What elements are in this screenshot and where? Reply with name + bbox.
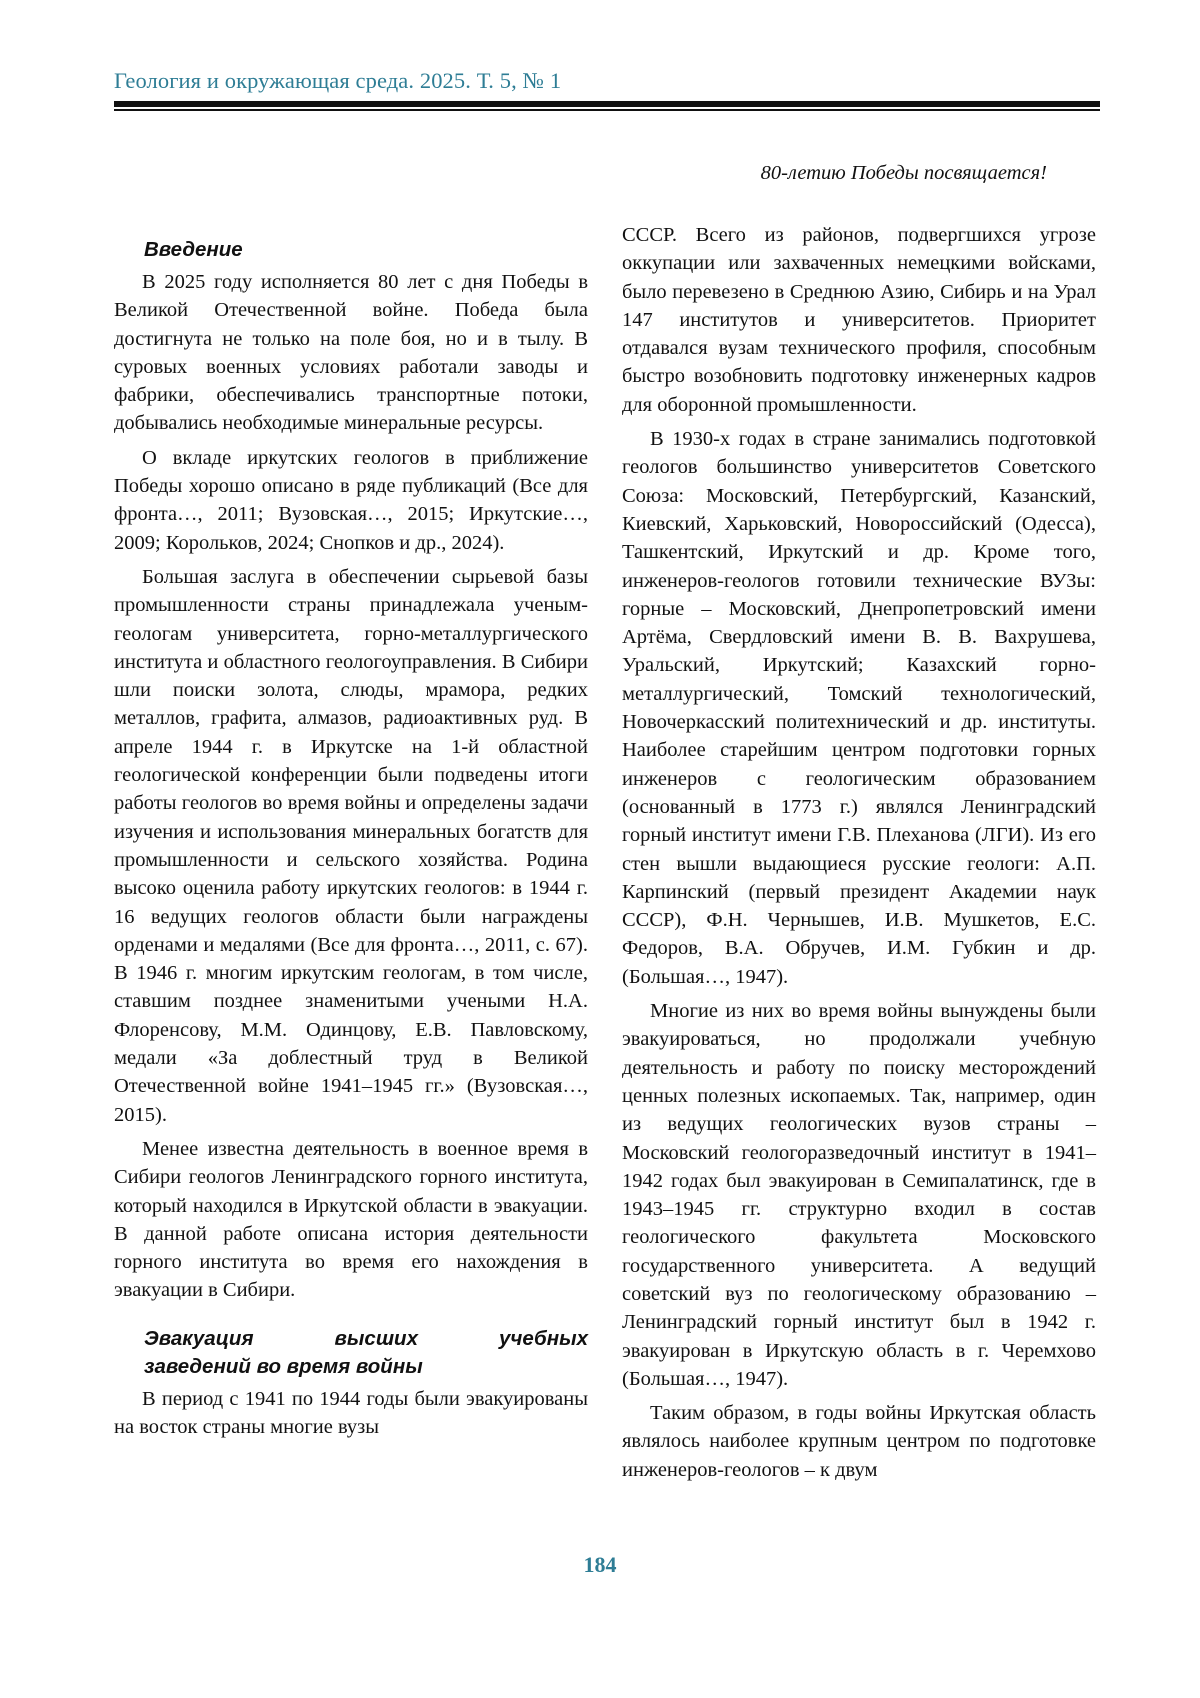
section-heading-evacuation-line-1: Эвакуация высших учебных bbox=[144, 1326, 588, 1350]
section-heading-evacuation-line-2: заведений во время войны bbox=[144, 1354, 423, 1378]
paragraph: СССР. Всего из районов, подвергшихся угрозе оккупации или захваченных немецкими войсками, было перевезено в Среднюю Азию, Сибирь и на Урал 147 институтов и университетов. Приоритет отдавался вузам технического профиля, способным быстро возобновить подготовку инженерных кадров для оборонной промышленности. bbox=[622, 224, 1096, 416]
paragraph: В период с 1941 по 1944 годы были эвакуированы на восток страны многие вузы bbox=[114, 1387, 588, 1438]
paragraph: В 1930-х годах в стране занимались подготовкой геологов большинство университетов Советского Союза: Московский, Петербургский, Казанский, Киевский, Харьковский, Новороссийский (Одесса), Ташкентский, Иркутский и др. Кроме того, инженеров-геологов готовили технические ВУЗы: горные – Московский, Днепропетровский имени Артёма, Свердловский имени В. В. Вахрушева, Уральский, Иркутский; Казахский горно-металлургический, Томский технологический, Новочеркасский политехнический и др. институты. Наиболее старейшим центром подготовки горных инженеров с геологическим образованием (основанный в 1773 г.) являлся Ленинградский горный институт имени Г.В. Плеханова (ЛГИ). Из его стен вышли выдающиеся русские геологи: А.П. Карпинский (первый президент Академии наук СССР), Ф.Н. Чернышев, И.В. Мушкетов, Е.С. Федоров, В.А. Обручев, И.М. Губкин и др. (Большая…, 1947). bbox=[622, 428, 1096, 988]
paragraph: Таким образом, в годы войны Иркутская область являлось наиболее крупным центром по подготовке инженеров-геологов – к двум bbox=[622, 1402, 1096, 1481]
journal-running-head: Геология и окружающая среда. 2025. Т. 5, № 1 bbox=[114, 68, 562, 93]
paragraph: В 2025 году исполняется 80 лет с дня Победы в Великой Отечественной войне. Победа была достигнута не только на поле боя, но и в тылу. В суровых военных условиях работали заводы и фабрики, обеспечивались транспортные потоки, добывались необходимые минеральные ресурсы. bbox=[114, 271, 588, 435]
header-rule-thick bbox=[114, 101, 1100, 107]
page-number: 184 bbox=[583, 1552, 617, 1577]
section-heading-evacuation bbox=[114, 1325, 588, 1381]
left-column bbox=[114, 236, 588, 1447]
header-rule-thin bbox=[114, 109, 1100, 111]
paragraph: Менее известна деятельность в военное время в Сибири геологов Ленинградского горного института, который находился в Иркутской области в эвакуации. В данной работе описана история деятельности горного института во время его нахождения в эвакуации в Сибири. bbox=[114, 1137, 588, 1302]
dedication-epigraph: 80-летию Победы посвящается! bbox=[760, 162, 1047, 184]
right-column bbox=[622, 221, 1096, 1490]
section-heading-introduction: Введение bbox=[144, 238, 243, 261]
paragraph: Большая заслуга в обеспечении сырьевой базы промышленности страны принадлежала ученым-геологам университета, горно-металлургического института и областного геологоуправления. В Сибири шли поиски золота, слюды, мрамора, редких металлов, графита, алмазов, радиоактивных руд. В апреле 1944 г. в Иркутске на 1-й областной геологической конференции были подведены итоги работы геологов во время войны и определены задачи изучения и использования минеральных богатств для промышленности и сельского хозяйства. Родина высоко оценила работу иркутских геологов: в 1944 г. 16 ведущих геологов области были награждены орденами и медалями (Все для фронта…, 2011, с. 67). В 1946 г. многим иркутским геологам, в том числе, ставшим позднее знаменитыми учеными Н.А. Флоренсову, М.М. Одинцову, Е.В. Павловскому, медали «За доблестный труд в Великой Отечественной войне 1941–1945 гг.» (Вузовская…, 2015). bbox=[114, 565, 588, 1126]
paragraph: О вкладе иркутских геологов в приближение Победы хорошо описано в ряде публикаций (Все для фронта…, 2011; Вузовская…, 2015; Иркутские…, 2009; Корольков, 2024; Снопков и др., 2024). bbox=[114, 446, 588, 554]
paragraph: Многие из них во время войны вынуждены были эвакуироваться, но продолжали учебную деятельность и работу по поиску месторождений ценных полезных ископаемых. Так, например, один из ведущих геологических вузов страны – Московский геологоразведочный институт в 1941–1942 годах был эвакуирован в Семипалатинск, где в 1943–1945 гг. структурно входил в состав геологического факультета Московского государственного университета. А ведущий советский вуз по геологическому образованию – Ленинградский горный институт был в 1942 г. эвакуирован в Иркутскую область в г. Черемхово (Большая…, 1947). bbox=[622, 1000, 1096, 1390]
